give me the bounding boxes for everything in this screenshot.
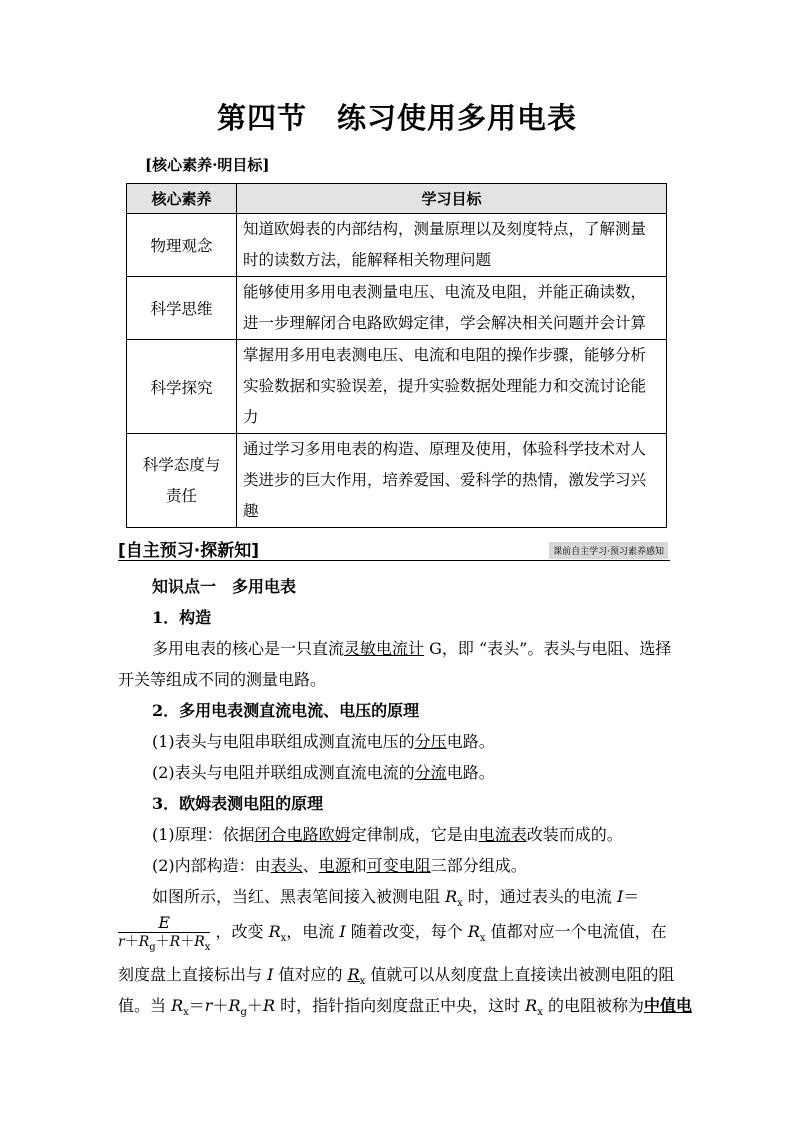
literacy-line: 科学态度与 — [142, 455, 221, 474]
goal-line: 掌握用多用电表测电压、电流和电阻的操作步骤，能够分析 — [243, 346, 647, 364]
formula-line: $\frac{E}{r+R_g+R+R_x}$ ，改变 $R_x$，电流 I 随着改变，每个 $R_x$ 值都对应一个电流值，在 — [118, 913, 676, 955]
table-row — [127, 214, 667, 277]
paragraph-line: (2)内部构造：由表头、电源和可变电阻三部分组成。 — [152, 856, 527, 875]
table-header-row — [127, 184, 667, 214]
paragraph-line: 多用电表的核心是一只直流灵敏电流计 G，即 “表头”。表头与电阻、选择 — [152, 639, 672, 658]
literacy-cell — [127, 434, 237, 528]
core-literacy-heading: [核心素养·明目标] — [145, 156, 270, 174]
goal-line: 时的读数方法，能解释相关物理问题 — [243, 251, 492, 269]
goal-cell — [237, 277, 667, 340]
subheading-ohmmeter: 3．欧姆表测电阻的原理 — [152, 794, 324, 813]
goal-line: 能够使用多用电表测量电压、电流及电阻，并能正确读数， — [243, 283, 647, 301]
page-title: 第四节 练习使用多用电表 — [216, 101, 577, 135]
goal-line: 力 — [243, 408, 259, 426]
literacy-line: 责任 — [165, 486, 197, 505]
knowledge-point-heading: 知识点一 多用电表 — [152, 577, 297, 596]
section-title: [自主预习·探新知] — [118, 541, 259, 561]
table-row — [127, 340, 667, 434]
table-row — [127, 277, 667, 340]
literacy-cell: 科学探究 — [127, 340, 237, 434]
goal-line: 类进步的巨大作用，培养爱国、爱科学的热情，激发学习兴 — [243, 471, 647, 489]
paragraph-line: 如图所示，当红、黑表笔间接入被测电阻 $R_x$ 时，通过表头的电流 I＝ — [152, 887, 640, 910]
goal-cell — [237, 434, 667, 528]
paragraph-line: 开关等组成不同的测量电路。 — [118, 670, 327, 689]
paragraph-line: (1)表头与电阻串联组成测直流电压的分压电路。 — [152, 732, 495, 751]
goal-line: 进一步理解闭合电路欧姆定律，学会解决相关问题并会计算 — [243, 314, 647, 332]
goal-cell — [237, 214, 667, 277]
goal-line: 实验数据和实验误差，提升实验数据处理能力和交流讨论能 — [243, 377, 647, 395]
literacy-cell: 物理观念 — [127, 214, 237, 277]
header-goals: 学习目标 — [237, 184, 667, 214]
paragraph-line: (1)原理：依据闭合电路欧姆定律制成，它是由电流表改装而成的。 — [152, 825, 623, 844]
section-tag: 课前自主学习·预习素养感知 — [549, 542, 668, 559]
goal-cell — [237, 340, 667, 434]
goals-table — [126, 183, 667, 528]
paragraph-line: (2)表头与电阻并联组成测直流电流的分流电路。 — [152, 763, 495, 782]
subheading-structure: 1．构造 — [152, 608, 212, 627]
goal-line: 通过学习多用电表的构造、原理及使用，体验科学技术对人 — [243, 440, 647, 458]
goal-line: 趣 — [243, 502, 259, 520]
subheading-dc: 2．多用电表测直流电流、电压的原理 — [152, 701, 420, 720]
table-row — [127, 434, 667, 528]
header-literacy: 核心素养 — [127, 184, 237, 214]
current-formula: $\frac{E}{r+R_g+R+R_x}$ — [118, 913, 211, 953]
paragraph-line: 刻度盘上直接标出与 I 值对应的 $R_x$ 值就可以从刻度盘上直接读出被测电阻的阻 — [118, 965, 675, 988]
paragraph-line: 值。当 $R_x=r+R_g+R$ 时，指针指向刻度盘正中央，这时 $R_x$ 的电阻被称为中值电 — [118, 996, 692, 1019]
literacy-cell: 科学思维 — [127, 277, 237, 340]
section-banner — [118, 538, 670, 561]
goal-line: 知道欧姆表的内部结构，测量原理以及刻度特点，了解测量 — [243, 220, 647, 238]
